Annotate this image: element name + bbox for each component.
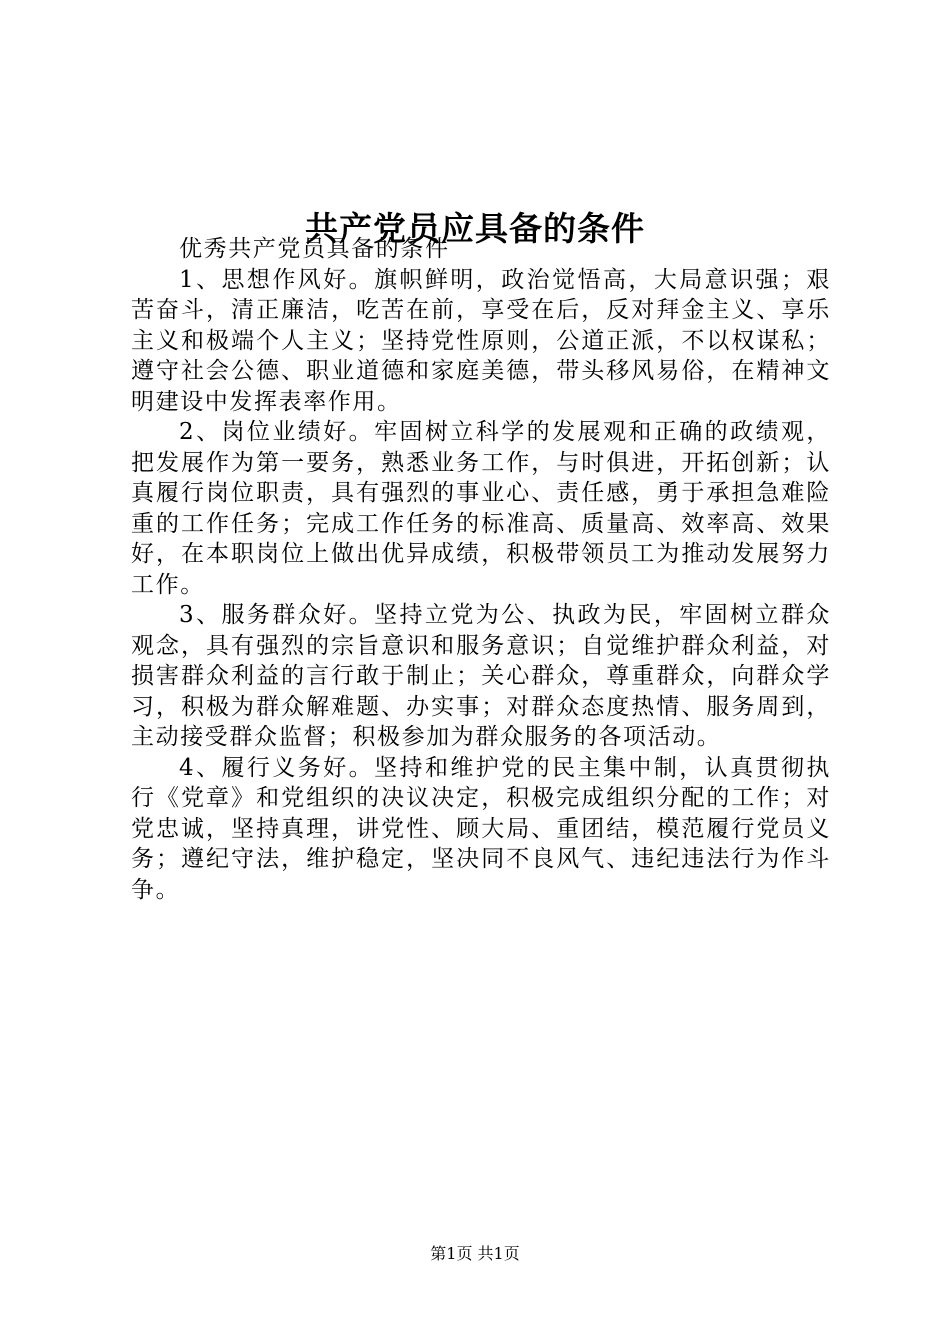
document-body — [131, 234, 831, 905]
paragraph-3: 3、服务群众好。坚持立党为公、执政为民，牢固树立群众观念，具有强烈的宗旨意识和服务意识；自觉维护群众利益，对损害群众利益的言行敢于制止；关心群众，尊重群众，向群众学习，积极为群众解难题、办实事；对群众态度热情、服务周到，主动接受群众监督；积极参加为群众服务的各项活动。 — [131, 602, 831, 750]
subtitle-paragraph: 优秀共产党员具备的条件 — [179, 236, 450, 262]
paragraph-4: 4、履行义务好。坚持和维护党的民主集中制，认真贯彻执行《党章》和党组织的决议决定，积极完成组织分配的工作；对党忠诚，坚持真理，讲党性、顾大局、重团结，模范履行党员义务；遵纪守法，维护稳定，坚决同不良风气、违纪违法行为作斗争。 — [131, 754, 831, 903]
paragraph-2: 2、岗位业绩好。牢固树立科学的发展观和正确的政绩观，把发展作为第一要务，熟悉业务工作，与时俱进，开拓创新；认真履行岗位职责，具有强烈的事业心、责任感，勇于承担急难险重的工作任务；完成工作任务的标准高、质量高、效率高、效果好，在本职岗位上做出优异成绩，积极带领员工为推动发展努力工作。 — [131, 419, 831, 598]
paragraph-1: 1、思想作风好。旗帜鲜明，政治觉悟高，大局意识强；艰苦奋斗，清正廉洁，吃苦在前，享受在后，反对拜金主义、享乐主义和极端个人主义；坚持党性原则，公道正派，不以权谋私；遵守社会公德、职业道德和家庭美德，带头移风易俗，在精神文明建设中发挥表率作用。 — [131, 266, 831, 415]
page-number-footer: 第1页 共1页 — [430, 1244, 520, 1263]
page-title: 共产党员应具备的条件 — [305, 209, 645, 249]
